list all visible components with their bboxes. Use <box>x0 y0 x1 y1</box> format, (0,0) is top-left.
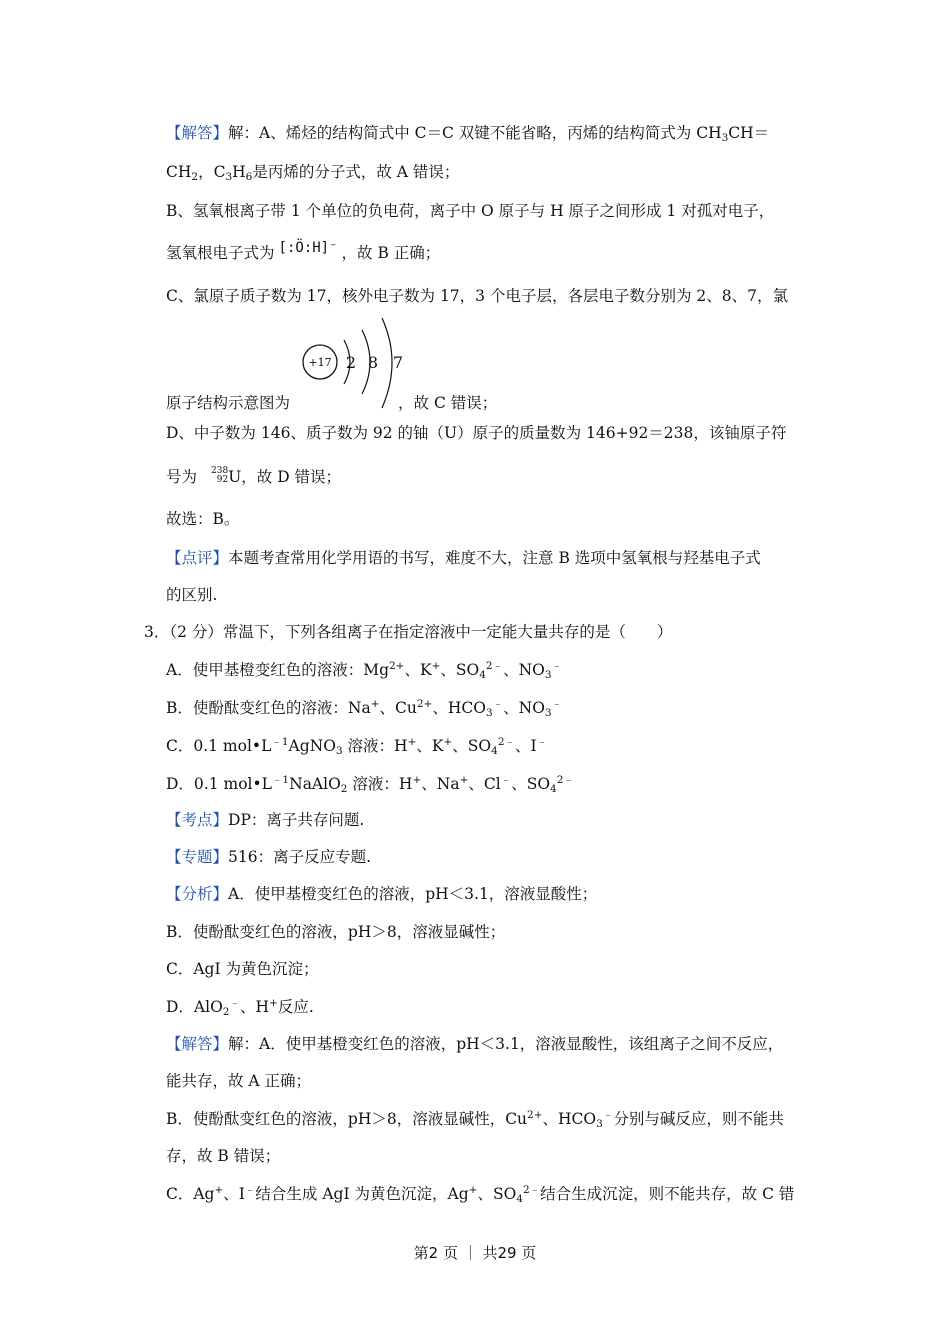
q3-analysis-line-1: 【分析】A．使甲基橙变红色的溶液，pH＜3.1，溶液显酸性； <box>166 885 598 903</box>
uranium-nuclide-symbol: 238 92 <box>211 466 229 485</box>
q2-answer-line-6: 原子结构示意图为 ，故 C 错误； <box>166 394 498 412</box>
q3-analysis-line-4: D．AlO$_2$﹣、H+反应. <box>166 997 314 1018</box>
q2-answer-line-3: B、氢氧根离子带 1 个单位的负电荷，离子中 O 原子与 H 原子之间形成 1 对孤对电子， <box>166 202 775 220</box>
q2-answer-line-1: 【解答】解：A、烯烃的结构简式中 C＝C 双键不能省略，丙烯的结构简式为 $CH_3CH=$ <box>166 124 770 144</box>
q2-answer-line-9: 故选：B。 <box>166 510 240 528</box>
q2-comment-line-2: 的区别. <box>166 586 218 604</box>
q3-stem: 3．（2 分）常温下，下列各组离子在指定溶液中一定能大量共存的是（ ） <box>144 623 673 641</box>
q3-analysis-line-2: B．使酚酞变红色的溶液，pH＞8，溶液显碱性； <box>166 923 506 941</box>
chlorine-nucleus-label: +17 <box>308 356 332 369</box>
q3-option-d: D．0.1 $mol•L^{﹣1}NaAlO_2$ 溶液：H+、Na+、Cl﹣、$SO_4^{2﹣}$ <box>166 774 574 795</box>
page-footer: 第2 页 ｜ 共29 页 <box>413 1244 537 1262</box>
q3-option-c: C．0.1 $mol•L^{﹣1}AgNO_3$ 溶液：H+、K+、$SO_4^{2﹣}$、I﹣ <box>166 736 548 757</box>
chlorine-shell-1: 2 <box>345 353 357 372</box>
q3-answer-line-5: C．Ag+、I﹣结合生成 AgI 为黄色沉淀，Ag+、$SO_4^{2﹣}$结合生成沉淀，则不能共存，故 C 错 <box>166 1184 795 1205</box>
kaodian-tag: 【考点】 <box>166 811 229 829</box>
q3-option-b: B．使酚酞变红色的溶液：Na+、$Cu^{2+}$、$HCO_3^﹣$、$NO_3^﹣$ <box>166 698 563 719</box>
q2-answer-line-8: 号为 238 92 U，故 D 错误； <box>166 466 342 486</box>
q3-zhuanti: 【专题】516：离子反应专题. <box>166 848 372 866</box>
q3-analysis-line-3: C．AgI 为黄色沉淀； <box>166 960 319 978</box>
q3-answer-line-3: B．使酚酞变红色的溶液，pH＞8，溶液显碱性，$Cu^{2+}$、$HCO_3^﹣$分别与碱反应，则不能共 <box>166 1109 784 1130</box>
q3-answer-line-1: 【解答】解：A．使甲基橙变红色的溶液，pH＜3.1，溶液显酸性，该组离子之间不反应， <box>166 1035 784 1053</box>
q2-answer-line-2: $CH_2$，$C_3H_6$是丙烯的分子式，故 A 错误； <box>166 163 460 183</box>
chlorine-shell-3: 7 <box>392 353 404 372</box>
hydroxide-electron-formula: [:Ö:H]⁻ <box>278 240 338 256</box>
q3-answer-line-2: 能共存，故 A 正确； <box>166 1072 312 1090</box>
q3-answer-line-4: 存，故 B 错误； <box>166 1147 281 1165</box>
chlorine-shell-2: 8 <box>367 353 379 372</box>
q3-option-a: A．使甲基橙变红色的溶液：$Mg^{2+}$、K+、$SO_4^{2﹣}$、$NO_3^﹣$ <box>166 660 563 681</box>
zhuanti-tag: 【专题】 <box>166 848 229 866</box>
answer-tag: 【解答】 <box>166 124 229 142</box>
q3-kaodian: 【考点】DP：离子共存问题. <box>166 811 365 829</box>
fenxi-tag: 【分析】 <box>166 885 229 903</box>
answer-tag-q3: 【解答】 <box>166 1035 229 1053</box>
comment-tag: 【点评】 <box>166 549 229 567</box>
q2-answer-line-4: 氢氧根电子式为 [:Ö:H]⁻ ，故 B 正确； <box>166 242 440 265</box>
q2-answer-line-5: C、氯原子质子数为 17，核外电子数为 17，3 个电子层，各层电子数分别为 2、8、7，氯 <box>166 287 788 305</box>
q2-comment-line-1: 【点评】本题考查常用化学用语的书写，难度不大，注意 B 选项中氢氧根与羟基电子式 <box>166 549 761 567</box>
q2-answer-line-7: D、中子数为 146、质子数为 92 的铀（U）原子的质量数为 146+92＝238，该铀原子符 <box>166 424 787 442</box>
